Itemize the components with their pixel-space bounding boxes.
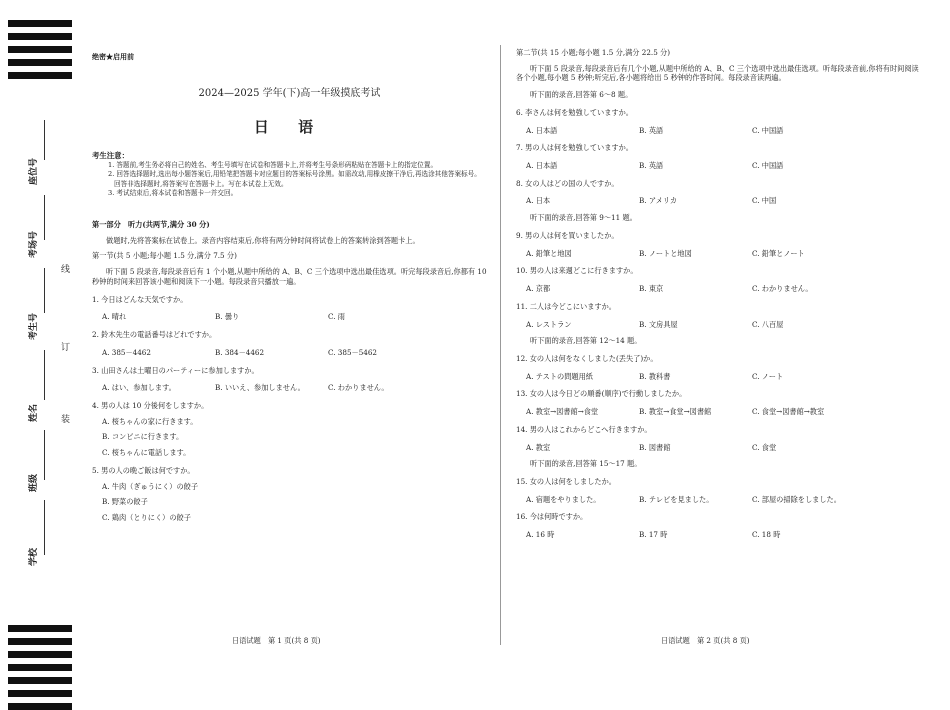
listening-note: 听下面的录音,回答第 6～8 题。 (530, 90, 633, 100)
name-label: 姓名 (29, 403, 39, 422)
option: B. 図書館 (639, 442, 671, 452)
notice-item-1: 1. 答题前,考生务必将自己的姓名、考生号填写在试卷和答题卡上,并将考生号条形码粘贴在答题卡上的指定位置。 (108, 161, 438, 170)
option: A. はい、参加します。 (102, 383, 176, 393)
page-2 (516, 48, 921, 540)
options-row (516, 284, 921, 294)
section1-intro: 听下面 5 段录音,每段录音后有 1 个小题,从题中所给的 A、B、C 三个选项中选出最佳选项。听完每段录音后,你都有 10 秒钟的时间来回答该小题和阅读下一小题。每段录音只播放一遍。 (92, 267, 487, 286)
question: 14. 男の人はこれからどこへ行きますか。 (516, 424, 652, 434)
question: 10. 男の人は来週どこに行きますか。 (516, 266, 638, 276)
option: A. 晴れ (102, 312, 127, 322)
options-row (516, 249, 921, 259)
listening-note: 听下面的录音,回答第 12～14 题。 (530, 336, 642, 346)
bind-char-line: 线 (61, 265, 71, 275)
option: C. わかりません。 (328, 383, 389, 393)
notice-item-2: 2. 回答选择题时,选出每小题答案后,用铅笔把答题卡对应题目的答案标号涂黑。如需改动,用橡皮擦干净后,再选涂其他答案标号。回答非选择题时,将答案写在答题卡上。写在本试卷上无效。 (108, 170, 481, 188)
option: B. 野菜の餃子 (102, 497, 148, 507)
options-row (516, 320, 921, 330)
options-row (92, 383, 487, 393)
option: A. 日本 (526, 196, 551, 206)
bind-char-install: 装 (61, 415, 71, 425)
question: 16. 今は何時ですか。 (516, 512, 588, 522)
seat-line (44, 120, 45, 160)
school-label: 学校 (29, 547, 39, 566)
class-label: 班级 (29, 473, 39, 492)
option: C. わかりません。 (752, 284, 813, 294)
options-row (516, 443, 921, 453)
option: B. 曇り (215, 312, 240, 322)
left-question-list (92, 295, 487, 523)
option: A. レストラン (526, 319, 572, 329)
option: B. コンビニに行きます。 (102, 432, 184, 442)
question: 2. 鈴木先生の電話番号はどれですか。 (92, 330, 217, 340)
option: A. 牛肉（ぎゅうにく）の餃子 (102, 481, 199, 491)
footer-page-1: 日语试题 第 1 页(共 8 页) (232, 636, 321, 645)
option: A. 鉛筆と地図 (526, 248, 572, 258)
option: B. 17 時 (639, 530, 668, 540)
section1-heading: 第一节(共 5 小题;每小题 1.5 分,满分 7.5 分) (92, 251, 237, 261)
question: 5. 男の人の晩ご飯は何ですか。 (92, 465, 195, 475)
options-row (92, 348, 487, 358)
listening-note: 听下面的录音,回答第 9～11 题。 (530, 213, 637, 223)
class-line (44, 430, 45, 480)
room-line (44, 195, 45, 240)
option: C. 食堂→図書館→教室 (752, 407, 825, 417)
option: C. ノート (752, 371, 784, 381)
option: C. 18 時 (752, 530, 781, 540)
option: C. 中国 (752, 196, 777, 206)
seat-label: 座位号 (29, 157, 39, 185)
option: B. 教科書 (639, 371, 671, 381)
option: B. ノートと地図 (639, 248, 692, 258)
option: A. 教室 (526, 442, 551, 452)
notice-heading: 考生注意： (92, 151, 129, 161)
page-1 (92, 48, 487, 523)
question: 4. 男の人は 10 分後何をしますか。 (92, 400, 209, 410)
option: C. 鶏肉（とりにく）の餃子 (102, 512, 191, 522)
option: C. 桜ちゃんに電話します。 (102, 448, 191, 458)
option: C. 中国語 (752, 161, 784, 171)
option: A. 教室→図書館→食堂 (526, 407, 599, 417)
option: A. 宿題をやりました。 (526, 494, 601, 504)
option: A. テストの問題用紙 (526, 371, 593, 381)
option: B. 英語 (639, 125, 664, 135)
option: B. テレビを見ました。 (639, 494, 714, 504)
option: C. 部屋の掃除をしました。 (752, 494, 841, 504)
option: B. 東京 (639, 284, 664, 294)
question: 6. 李さんは何を勉強していますか。 (516, 107, 633, 117)
part1-heading: 第一部分 听力(共两节,满分 30 分) (92, 220, 210, 230)
exam-no-label: 考生号 (29, 312, 39, 340)
option: A. 16 時 (526, 530, 555, 540)
options-row (516, 372, 921, 382)
option: A. 京都 (526, 284, 551, 294)
option: C. 食堂 (752, 442, 777, 452)
options-row (516, 161, 921, 171)
listening-note: 听下面的录音,回答第 15～17 题。 (530, 459, 642, 469)
footer-page-2: 日语试题 第 2 页(共 8 页) (661, 636, 750, 645)
option: A. 日本語 (526, 161, 558, 171)
question: 11. 二人は今どこにいますか。 (516, 301, 616, 311)
question: 12. 女の人は何をなくしました(丢失了)か。 (516, 353, 658, 363)
option: C. 鉛筆とノート (752, 248, 805, 258)
question: 15. 女の人は何をしましたか。 (516, 476, 616, 486)
option: C. 385－5462 (328, 347, 378, 357)
options-row (516, 126, 921, 136)
question: 13. 女の人は今日どの順番(顺序)で行動しましたか。 (516, 389, 687, 399)
question: 1. 今日はどんな天気ですか。 (92, 294, 188, 304)
part1-intro: 做题时,先将答案标在试卷上。录音内容结束后,你将有两分钟时间将试卷上的答案转涂到答题卡上。 (106, 235, 420, 245)
option: C. 雨 (328, 312, 345, 322)
options-row (516, 530, 921, 540)
section2-intro: 听下面 5 段录音,每段录音后有几个小题,从题中所给的 A、B、C 三个选项中选出最佳选项。听每段录音前,你将有时间阅读各个小题,每小题 5 秒钟;听完后,各小题将给出 5 秒钟的作答时间。每段录音读两遍。 (516, 63, 919, 83)
option: B. 384－4462 (215, 347, 265, 357)
notice-item-3: 3. 考试结束后,将本试卷和答题卡一并交回。 (108, 188, 238, 197)
school-line (44, 500, 45, 555)
option: C. 中国語 (752, 125, 784, 135)
option: B. いいえ、参加しません。 (215, 383, 305, 393)
options-row (516, 407, 921, 417)
name-line (44, 350, 45, 400)
option: B. 英語 (639, 161, 664, 171)
question: 7. 男の人は何を勉強していますか。 (516, 143, 633, 153)
exam-title: 日 语 (253, 117, 326, 136)
right-question-list (516, 90, 921, 540)
option: A. 日本語 (526, 125, 558, 135)
option: C. 八百屋 (752, 319, 784, 329)
option: B. 文房具屋 (639, 319, 678, 329)
option: A. 桜ちゃんの家に行きます。 (102, 416, 198, 426)
question: 3. 山田さんは土曜日のパーティーに参加しますか。 (92, 365, 259, 375)
room-label: 考场号 (29, 230, 39, 258)
page-divider (500, 45, 501, 645)
section2-heading: 第二节(共 15 小题;每小题 1.5 分,满分 22.5 分) (516, 48, 671, 57)
option: B. 教室→食堂→図書館 (639, 407, 712, 417)
bind-char-order: 订 (61, 343, 71, 353)
confidential-mark: 绝密★启用前 (92, 52, 134, 61)
question: 8. 女の人はどの国の人ですか。 (516, 178, 619, 188)
option: B. アメリカ (639, 196, 678, 206)
exam-no-line (44, 268, 45, 313)
options-row (516, 196, 921, 206)
option: A. 385－4462 (102, 347, 151, 357)
exam-subtitle: 2024—2025 学年(下)高一年级摸底考试 (198, 88, 381, 100)
options-row (516, 495, 921, 505)
options-row (92, 312, 487, 322)
question: 9. 男の人は何を買いましたか。 (516, 230, 619, 240)
